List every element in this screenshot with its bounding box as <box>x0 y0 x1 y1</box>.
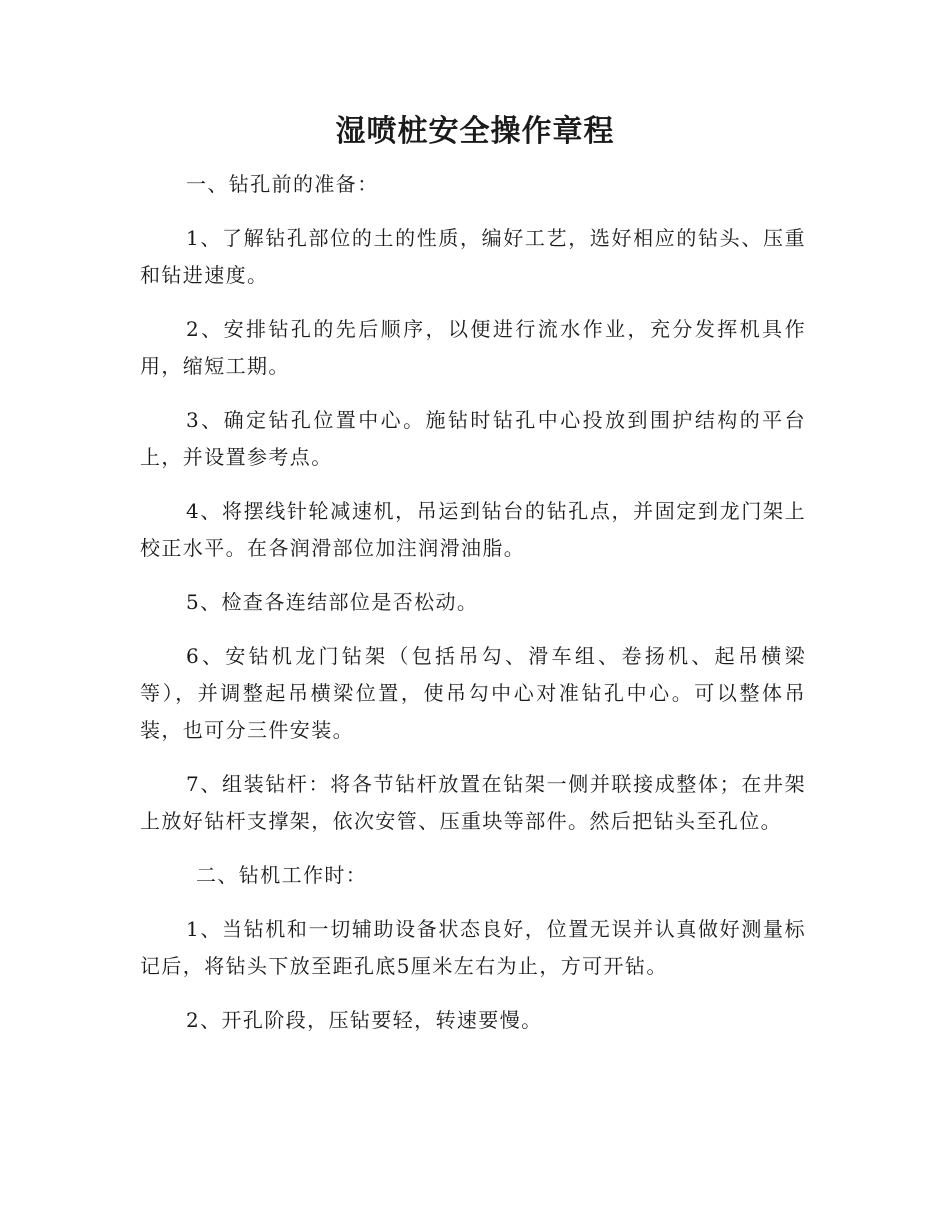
paragraph-item: 7、组装钻杆：将各节钻杆放置在钻架一侧并联接成整体；在井架上放好钻杆支撑架，依次安管、压重块等部件。然后把钻头至孔位。 <box>140 772 806 833</box>
paragraph-item: 2、开孔阶段，压钻要轻，转速要慢。 <box>186 1008 543 1032</box>
paragraph-item: 4、将摆线针轮减速机，吊运到钻台的钻孔点，并固定到龙门架上校正水平。在各润滑部位加注润滑油脂。 <box>140 499 806 560</box>
section-heading-operation: 二、钻机工作时： <box>196 863 368 887</box>
section-heading-preparation: 一、钻孔前的准备： <box>186 172 379 196</box>
paragraph-item: 3、确定钻孔位置中心。施钻时钻孔中心投放到围护结构的平台上，并设置参考点。 <box>140 408 806 469</box>
paragraph-item: 1、当钻机和一切辅助设备状态良好，位置无误并认真做好测量标记后，将钻头下放至距孔底5厘米左右为止，方可开钻。 <box>140 917 806 978</box>
paragraph-item: 2、安排钻孔的先后顺序，以便进行流水作业，充分发挥机具作用，缩短工期。 <box>140 317 806 378</box>
document-body <box>140 166 806 1056</box>
paragraph-item: 6、安钻机龙门钻架（包括吊勾、滑车组、卷扬机、起吊横梁等），并调整起吊横梁位置，使吊勾中心对准钻孔中心。可以整体吊装，也可分三件安装。 <box>140 644 806 742</box>
paragraph-item: 1、了解钻孔部位的土的性质，编好工艺，选好相应的钻头、压重和钻进速度。 <box>140 226 806 287</box>
paragraph-item: 5、检查各连结部位是否松动。 <box>186 590 479 614</box>
document-title: 湿喷桩安全操作章程 <box>335 114 615 149</box>
